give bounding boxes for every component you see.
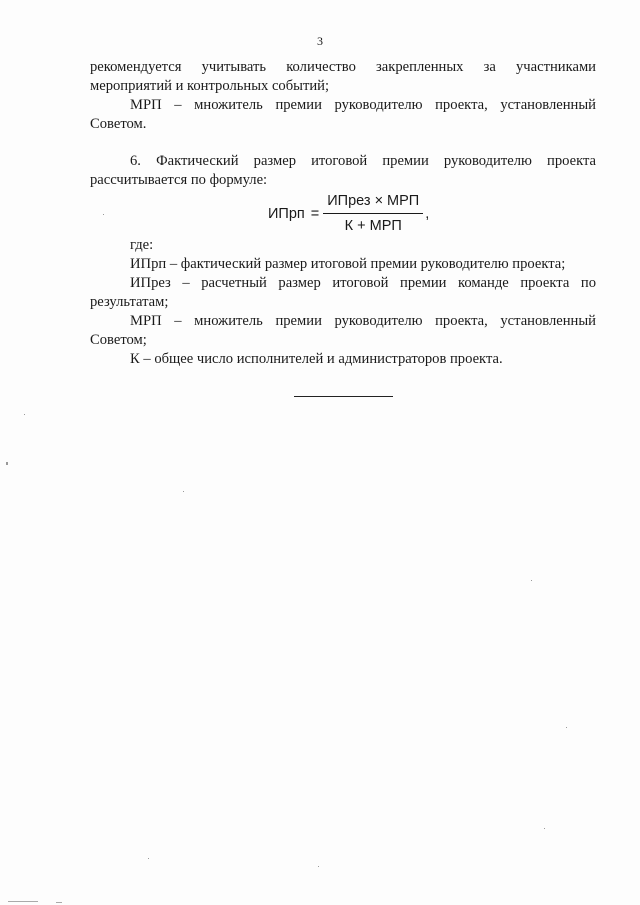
paragraph-gap [90, 134, 596, 152]
paragraph-line: МРП – множитель премии руководителю проекта, установленный [130, 97, 596, 113]
definition-mrp [90, 312, 596, 350]
scan-speck [6, 462, 8, 465]
formula-denominator: К + МРП [344, 218, 402, 234]
scan-speck [24, 414, 25, 415]
paragraph-line: рекомендуется учитывать количество закрепленных за участниками [90, 59, 596, 75]
scan-speck [183, 491, 184, 492]
formula-equals: = [310, 205, 320, 222]
definition-iprp: ИПрп – фактический размер итоговой премии руководителю проекта; [130, 256, 566, 272]
paragraph-line: ИПрез – расчетный размер итоговой премии команде проекта по [130, 275, 596, 291]
paragraph-participants-continuation [90, 58, 596, 96]
paragraph-line: рассчитывается по формуле: [90, 172, 268, 188]
definitions-intro: где: [130, 237, 154, 253]
scan-speck [531, 580, 532, 581]
paragraph-line: результатам; [90, 294, 169, 310]
paragraph-item-6 [90, 152, 596, 190]
formula-comma: , [425, 205, 430, 222]
paragraph-line: мероприятий и контрольных событий; [90, 78, 330, 94]
page-number: 3 [317, 34, 323, 48]
scan-speck [148, 858, 149, 859]
formula-fraction [323, 192, 423, 236]
end-of-text-rule [294, 396, 393, 397]
formula-block [90, 192, 596, 236]
scan-speck [318, 866, 319, 867]
formula [268, 192, 429, 236]
paragraph-line: Советом. [90, 116, 147, 132]
scan-speck [8, 901, 38, 902]
formula-numerator: ИПрез × МРП [323, 192, 423, 214]
scan-speck [56, 902, 62, 903]
scan-speck [103, 214, 104, 215]
definition-k: К – общее число исполнителей и администраторов проекта. [130, 351, 503, 367]
scan-speck [544, 828, 545, 829]
paragraph-line: 6. Фактический размер итоговой премии руководителю проекта [130, 153, 596, 169]
paragraph-mrp-definition [90, 96, 596, 134]
definition-iprez [90, 274, 596, 312]
formula-lhs: ИПрп [268, 205, 305, 222]
scan-speck [566, 727, 567, 728]
paragraph-line: Советом; [90, 332, 147, 348]
document-body [90, 58, 596, 369]
paragraph-line: МРП – множитель премии руководителю проекта, установленный [130, 313, 596, 329]
